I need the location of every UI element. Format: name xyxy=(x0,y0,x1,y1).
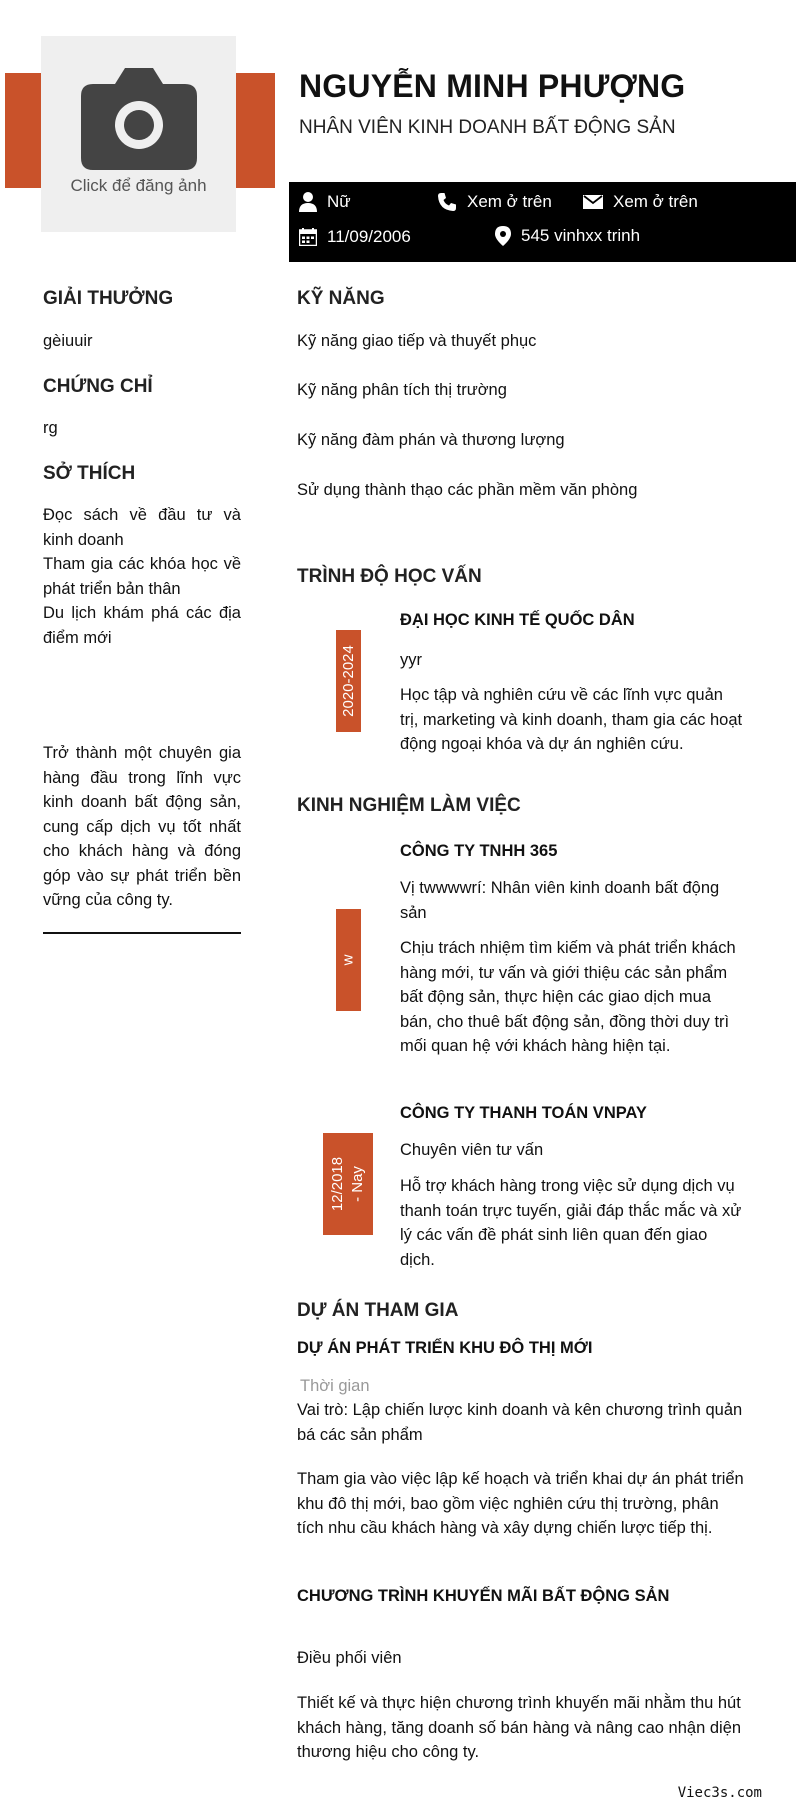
project-name: CHƯƠNG TRÌNH KHUYẾN MÃI BẤT ĐỘNG SẢN xyxy=(297,1587,670,1605)
career-objective: Trở thành một chuyên gia hàng đầu trong lĩnh vực kinh doanh bất động sản, cung cấp dịch vụ tốt nhất cho khách hàng và đóng góp vào sự phát triển bền vững của công ty. xyxy=(43,744,241,909)
education-major: yyr xyxy=(400,651,422,669)
job-company: CÔNG TY TNHH 365 xyxy=(400,842,558,860)
phone-icon xyxy=(437,192,457,212)
skill-item: Kỹ năng đàm phán và thương lượng xyxy=(297,431,565,449)
contact-gender xyxy=(299,192,351,212)
job-description: Hỗ trợ khách hàng trong việc sử dụng dịch vụ thanh toán trực tuyến, giải đáp thắc mắc và xử lý các vấn đề phát sinh liên quan đến giao dịch. xyxy=(400,1177,742,1269)
skill-item: Kỹ năng phân tích thị trường xyxy=(297,381,507,399)
location-pin-icon xyxy=(495,226,511,246)
experience-title: KINH NGHIỆM LÀM VIỆC xyxy=(297,795,521,816)
photo-upload[interactable] xyxy=(41,36,236,232)
hobbies-title: SỞ THÍCH xyxy=(43,463,136,484)
job-period-text: w xyxy=(339,954,357,966)
certificates-title: CHỨNG CHỈ xyxy=(43,376,153,397)
education-description: Học tập và nghiên cứu về các lĩnh vực quản trị, marketing và kinh doanh, tham gia các hoạt động ngoại khóa và dự án nghiên cứu. xyxy=(400,686,743,753)
contact-email xyxy=(583,192,698,212)
project-role: Vai trò: Lập chiến lược kinh doanh và kên chương trình quản bá các sản phẩm xyxy=(297,1401,743,1444)
hobby-item: Tham gia các khóa học về phát triển bản thân xyxy=(43,555,241,598)
project-time: Thời gian xyxy=(300,1377,370,1395)
project-name: DỰ ÁN PHÁT TRIỂN KHU ĐÔ THỊ MỚI xyxy=(297,1339,593,1357)
hobbies-list xyxy=(43,503,241,650)
education-title: TRÌNH ĐỘ HỌC VẤN xyxy=(297,566,482,587)
job-position: Vị twwwwrí: Nhân viên kinh doanh bất động sản xyxy=(400,879,720,922)
person-icon xyxy=(299,192,317,212)
certificates-text: rg xyxy=(43,419,58,437)
project-description: Tham gia vào việc lập kế hoạch và triển khai dự án phát triển khu đô thị mới, bao gồm việc nghiên cứu thị trường, phân tích nhu cầu khách hàng và xây dựng chiến lược tiếp thị. xyxy=(297,1470,744,1537)
contact-address xyxy=(495,226,640,246)
job-position: Chuyên viên tư vấn xyxy=(400,1141,544,1159)
left-divider xyxy=(43,932,241,934)
site-watermark: Viec3s.com xyxy=(677,1785,762,1801)
project-role: Điều phối viên xyxy=(297,1649,402,1667)
calendar-icon xyxy=(299,228,317,246)
gender-value: Nữ xyxy=(327,192,351,211)
job-company: CÔNG TY THANH TOÁN VNPAY xyxy=(400,1104,647,1122)
project-description: Thiết kế và thực hiện chương trình khuyến mãi nhằm thu hút khách hàng, tăng doanh số bán hàng và nâng cao nhận diện thương hiệu cho công ty. xyxy=(297,1694,742,1761)
contact-box xyxy=(289,182,796,262)
hobby-item: Đọc sách về đầu tư và kinh doanh xyxy=(43,506,241,549)
skill-item: Kỹ năng giao tiếp và thuyết phục xyxy=(297,332,537,350)
awards-text: gèiuuir xyxy=(43,332,93,350)
candidate-name: NGUYỄN MINH PHƯỢNG xyxy=(299,68,686,104)
email-value: Xem ở trên xyxy=(613,192,698,211)
job-period xyxy=(323,1133,373,1235)
skills-title: KỸ NĂNG xyxy=(297,288,385,309)
hobby-item: Du lịch khám phá các địa điểm mới xyxy=(43,604,241,647)
camera-icon xyxy=(81,66,197,170)
education-period-text: 2020-2024 xyxy=(339,645,357,717)
education-period xyxy=(336,630,361,732)
job-title: NHÂN VIÊN KINH DOANH BẤT ĐỘNG SẢN xyxy=(299,117,676,138)
job-description: Chịu trách nhiệm tìm kiếm và phát triển khách hàng mới, tư vấn và giới thiệu các sản phẩm bất động sản, thực hiện các giao dịch mua bán, cho thuê bất động sản, đồng thời duy trì mối quan hệ với khách hàng hiện tại. xyxy=(400,939,736,1055)
skill-item: Sử dụng thành thạo các phần mềm văn phòng xyxy=(297,481,638,499)
accent-bar-right xyxy=(236,73,275,188)
projects-title: DỰ ÁN THAM GIA xyxy=(297,1300,459,1321)
job-period xyxy=(336,909,361,1011)
education-school: ĐẠI HỌC KINH TẾ QUỐC DÂN xyxy=(400,611,635,629)
address-value: 545 vinhxx trinh xyxy=(521,226,641,245)
contact-phone xyxy=(437,192,552,212)
email-icon xyxy=(583,194,603,210)
birthday-value: 11/09/2006 xyxy=(327,227,411,246)
phone-value: Xem ở trên xyxy=(467,192,552,211)
accent-bar-left xyxy=(5,73,41,188)
contact-birthday xyxy=(299,227,411,247)
job-period-text: 12/2018 - Nay xyxy=(329,1156,367,1212)
photo-caption: Click để đăng ảnh xyxy=(70,176,207,195)
awards-title: GIẢI THƯỞNG xyxy=(43,288,174,309)
